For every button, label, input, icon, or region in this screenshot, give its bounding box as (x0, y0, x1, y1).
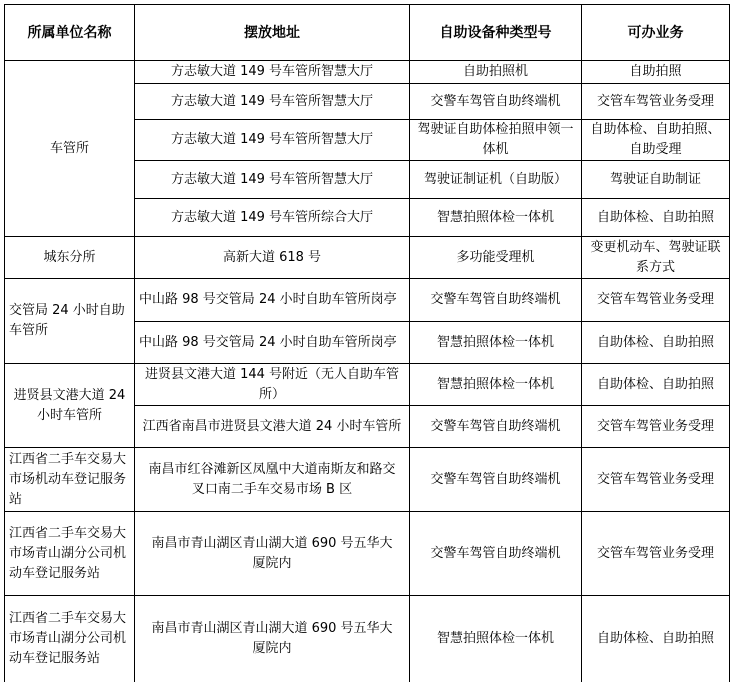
table-row (5, 279, 730, 322)
address-cell: 中山路 98 号交管局 24 小时自助车管所岗亭 (135, 279, 410, 322)
address-cell: 进贤县文港大道 144 号附近（无人自助车管所） (135, 364, 410, 406)
device-cell: 自助拍照机 (410, 61, 582, 84)
address-cell: 高新大道 618 号 (135, 237, 410, 279)
device-cell: 交警车驾管自助终端机 (410, 406, 582, 448)
table-row (5, 596, 730, 682)
business-cell: 交管车驾管业务受理 (582, 84, 730, 120)
address-cell: 南昌市青山湖区青山湖大道 690 号五华大厦院内 (135, 512, 410, 596)
header-unit: 所属单位名称 (5, 5, 135, 61)
business-cell: 自助拍照 (582, 61, 730, 84)
business-cell: 自助体检、自助拍照 (582, 322, 730, 364)
business-cell: 自助体检、自助拍照 (582, 596, 730, 682)
device-cell: 智慧拍照体检一体机 (410, 364, 582, 406)
device-table (4, 4, 730, 682)
unit-cell: 车管所 (5, 61, 135, 237)
device-cell: 交警车驾管自助终端机 (410, 448, 582, 512)
address-cell: 方志敏大道 149 号车管所智慧大厅 (135, 120, 410, 161)
device-cell: 智慧拍照体检一体机 (410, 199, 582, 237)
table-row (5, 512, 730, 596)
table-row (5, 61, 730, 84)
address-cell: 中山路 98 号交管局 24 小时自助车管所岗亭 (135, 322, 410, 364)
table-row (5, 448, 730, 512)
unit-cell: 交管局 24 小时自助车管所 (5, 279, 135, 364)
header-address: 摆放地址 (135, 5, 410, 61)
device-cell: 交警车驾管自助终端机 (410, 512, 582, 596)
unit-cell: 进贤县文港大道 24 小时车管所 (5, 364, 135, 448)
device-cell: 交警车驾管自助终端机 (410, 84, 582, 120)
address-cell: 江西省南昌市进贤县文港大道 24 小时车管所 (135, 406, 410, 448)
unit-cell: 江西省二手车交易大市场青山湖分公司机动车登记服务站 (5, 596, 135, 682)
business-cell: 交管车驾管业务受理 (582, 279, 730, 322)
business-cell: 自助体检、自助拍照 (582, 364, 730, 406)
business-cell: 自助体检、自助拍照 (582, 199, 730, 237)
business-cell: 交管车驾管业务受理 (582, 512, 730, 596)
unit-cell: 江西省二手车交易大市场机动车登记服务站 (5, 448, 135, 512)
device-cell: 智慧拍照体检一体机 (410, 596, 582, 682)
header-device: 自助设备种类型号 (410, 5, 582, 61)
business-cell: 交管车驾管业务受理 (582, 448, 730, 512)
device-cell: 交警车驾管自助终端机 (410, 279, 582, 322)
table-row (5, 364, 730, 406)
address-cell: 方志敏大道 149 号车管所智慧大厅 (135, 84, 410, 120)
address-cell: 方志敏大道 149 号车管所综合大厅 (135, 199, 410, 237)
business-cell: 交管车驾管业务受理 (582, 406, 730, 448)
header-row (5, 5, 730, 61)
unit-cell: 江西省二手车交易大市场青山湖分公司机动车登记服务站 (5, 512, 135, 596)
device-cell: 驾驶证制证机（自助版） (410, 161, 582, 199)
header-business: 可办业务 (582, 5, 730, 61)
address-cell: 方志敏大道 149 号车管所智慧大厅 (135, 161, 410, 199)
address-cell: 方志敏大道 149 号车管所智慧大厅 (135, 61, 410, 84)
business-cell: 自助体检、自助拍照、自助受理 (582, 120, 730, 161)
device-cell: 多功能受理机 (410, 237, 582, 279)
unit-cell: 城东分所 (5, 237, 135, 279)
business-cell: 驾驶证自助制证 (582, 161, 730, 199)
address-cell: 南昌市青山湖区青山湖大道 690 号五华大厦院内 (135, 596, 410, 682)
business-cell: 变更机动车、驾驶证联系方式 (582, 237, 730, 279)
device-cell: 驾驶证自助体检拍照申领一体机 (410, 120, 582, 161)
table-row (5, 237, 730, 279)
address-cell: 南昌市红谷滩新区凤凰中大道南斯友和路交叉口南二手车交易市场 B 区 (135, 448, 410, 512)
device-cell: 智慧拍照体检一体机 (410, 322, 582, 364)
